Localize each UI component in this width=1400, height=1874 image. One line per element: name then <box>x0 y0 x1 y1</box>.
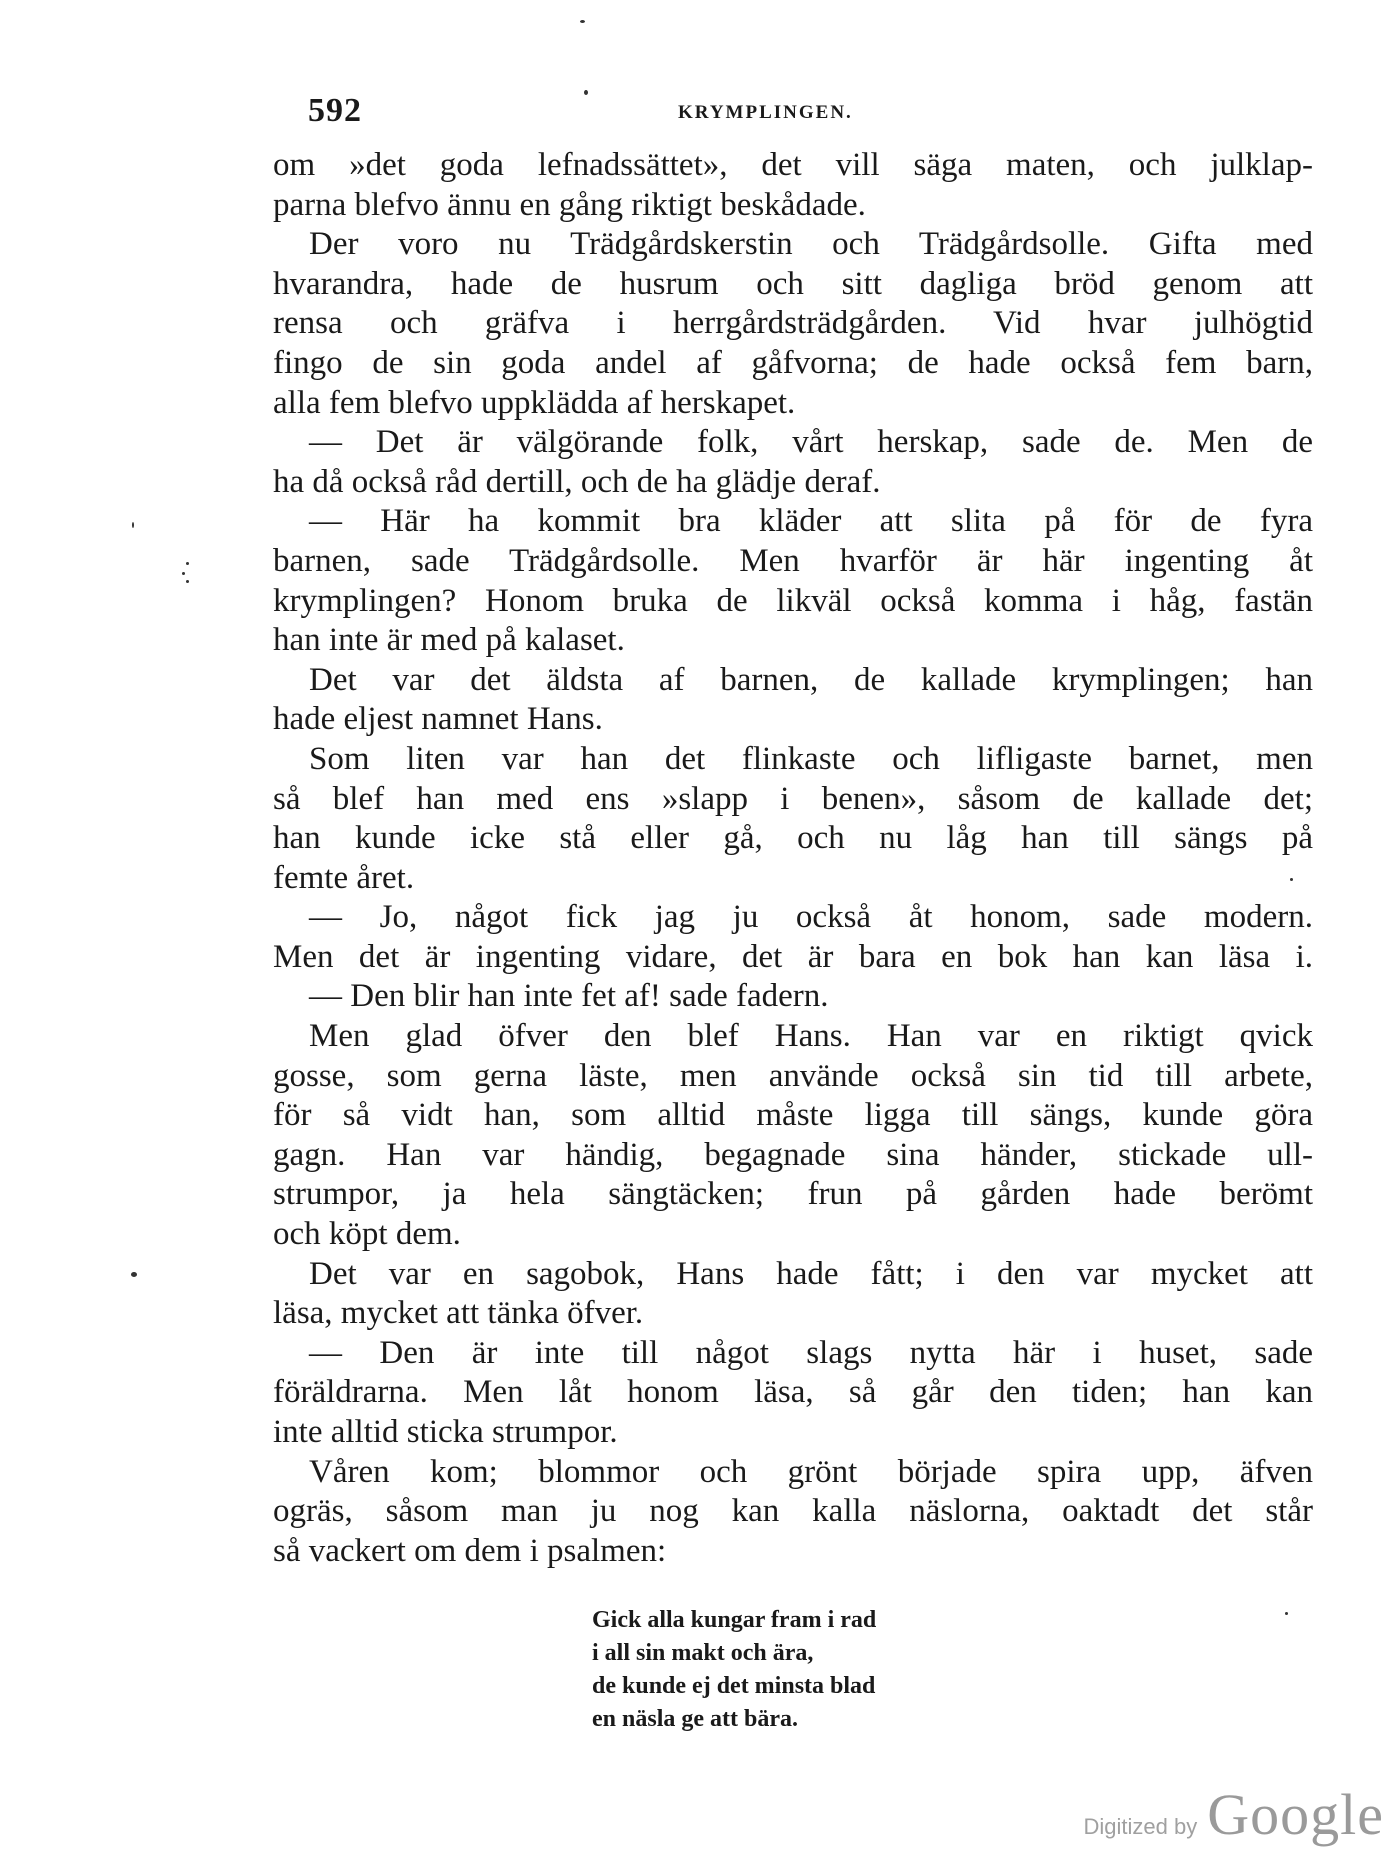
text-line: Våren kom; blommor och grönt började spira upp, äfven <box>309 1453 1313 1490</box>
text-line: Som liten var han det flinkaste och lifligaste barnet, men <box>309 740 1313 777</box>
text-line: och köpt dem. <box>273 1216 461 1253</box>
scan-speck <box>182 572 185 575</box>
text-line: gosse, som gerna läste, men använde också sin tid till arbete, <box>273 1057 1313 1094</box>
text-line: parna blefvo ännu en gång riktigt beskådade. <box>273 186 866 223</box>
text-line: krymplingen? Honom bruka de likväl också komma i håg, fastän <box>273 582 1313 619</box>
scan-speck <box>186 562 189 565</box>
text-line: så vackert om dem i psalmen: <box>273 1532 667 1569</box>
text-line: femte året. <box>273 859 415 896</box>
text-line: Men det är ingenting vidare, det är bara en bok han kan läsa i. <box>273 938 1313 975</box>
digitized-by-label: Digitized by <box>1083 1814 1198 1839</box>
text-line: rensa och gräfva i herrgårdsträdgården. Vid hvar julhögtid <box>273 305 1313 342</box>
text-line: om »det goda lefnadssättet», det vill säga maten, och julklap- <box>273 147 1313 183</box>
scan-speck <box>186 580 189 583</box>
text-line: alla fem blefvo uppklädda af herskapet. <box>273 384 796 421</box>
text-line: ha då också råd dertill, och de ha glädje deraf. <box>273 463 881 500</box>
text-line: han kunde icke stå eller gå, och nu låg han till sängs på <box>273 820 1313 857</box>
text-line: hade eljest namnet Hans. <box>273 701 603 738</box>
text-line: inte alltid sticka strumpor. <box>273 1414 618 1450</box>
text-line: — Den är inte till något slags nytta här i huset, sade <box>309 1334 1313 1371</box>
body-text <box>273 146 1313 1571</box>
text-line: Der voro nu Trädgårdskerstin och Trädgårdsolle. Gifta med <box>309 226 1313 263</box>
text-line: han inte är med på kalaset. <box>273 622 625 659</box>
text-line: — Den blir han inte fet af! sade fadern. <box>309 978 829 1015</box>
text-line: barnen, sade Trädgårdsolle. Men hvarför är här ingenting åt <box>273 542 1313 579</box>
scan-speck <box>1290 878 1293 881</box>
text-line: — Här ha kommit bra kläder att slita på för de fyra <box>309 503 1313 540</box>
scan-speck <box>584 90 588 95</box>
text-line: — Det är välgörande folk, vårt herskap, sade de. Men de <box>309 424 1313 461</box>
digitization-watermark <box>1084 1781 1384 1848</box>
text-line: för så vidt han, som alltid måste ligga till sängs, kunde göra <box>273 1097 1313 1134</box>
text-line: fingo de sin goda andel af gåfvorna; de hade också fem barn, <box>273 344 1313 381</box>
verse-line: i all sin makt och ära, <box>592 1640 814 1666</box>
page-header <box>308 92 1308 136</box>
text-line: gagn. Han var händig, begagnade sina händer, stickade ull- <box>273 1136 1313 1173</box>
text-line: ogräs, såsom man ju nog kan kalla näslorna, oaktadt det står <box>273 1493 1313 1530</box>
text-line: strumpor, ja hela sängtäcken; frun på gården hade berömt <box>273 1176 1313 1213</box>
poem-quote <box>592 1604 1012 1736</box>
scan-speck <box>1285 1612 1288 1615</box>
text-line: Det var det äldsta af barnen, de kallade krymplingen; han <box>309 661 1313 698</box>
scan-speck <box>132 522 134 528</box>
text-line: så blef han med ens »slapp i benen», såsom de kallade det; <box>273 780 1313 817</box>
page-number: 592 <box>308 92 362 129</box>
text-line: Det var en sagobok, Hans hade fått; i den var mycket att <box>309 1255 1313 1292</box>
google-logo: Google <box>1207 1782 1384 1847</box>
running-head: KRYMPLINGEN. <box>678 102 853 123</box>
text-line: hvarandra, hade de husrum och sitt dagliga bröd genom att <box>273 265 1313 302</box>
text-line: föräldrarna. Men låt honom läsa, så går den tiden; han kan <box>273 1374 1313 1411</box>
verse-line: de kunde ej det minsta blad <box>592 1673 876 1699</box>
text-line: — Jo, något fick jag ju också åt honom, sade modern. <box>309 899 1313 936</box>
verse-line: Gick alla kungar fram i rad <box>592 1607 877 1633</box>
scan-speck <box>580 20 585 23</box>
scan-speck <box>131 1272 137 1277</box>
text-line: Men glad öfver den blef Hans. Han var en riktigt qvick <box>309 1018 1313 1055</box>
text-line: läsa, mycket att tänka öfver. <box>273 1295 644 1332</box>
verse-line: en näsla ge att bära. <box>592 1706 798 1732</box>
